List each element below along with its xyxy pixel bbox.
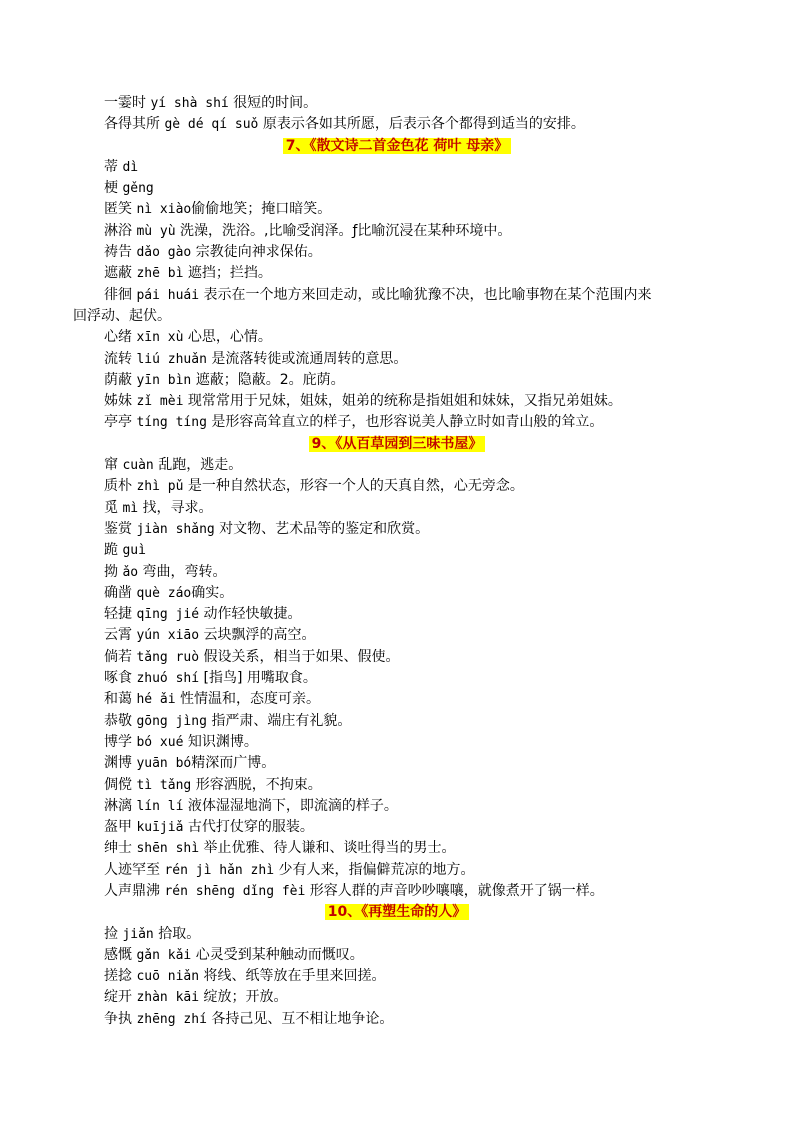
entry-definition: 古代打仗穿的服装。 bbox=[183, 819, 314, 836]
vocab-entry bbox=[0, 838, 794, 859]
entry-definition: 动作轻快敏捷。 bbox=[199, 606, 302, 623]
entry-word: 质朴 bbox=[104, 478, 132, 495]
vocab-entry bbox=[0, 945, 794, 966]
entry-word: 倜傥 bbox=[104, 776, 132, 793]
entry-definition: 绽放；开放。 bbox=[199, 989, 288, 1006]
entry-definition: 假设关系，相当于如果、假使。 bbox=[199, 648, 400, 665]
entry-definition: 宗教徒向神求保佑。 bbox=[191, 244, 322, 261]
entry-pinyin: qīng jié bbox=[136, 607, 200, 623]
entry-word: 人声鼎沸 bbox=[104, 882, 160, 899]
entry-word: 徘徊 bbox=[104, 286, 132, 303]
vocab-entry bbox=[0, 285, 794, 306]
entry-definition: 各持己见、互不相让地争论。 bbox=[206, 1010, 394, 1027]
entry-word: 祷告 bbox=[104, 244, 132, 261]
entry-pinyin: liú zhuǎn bbox=[136, 351, 207, 367]
entry-pinyin: mì bbox=[122, 500, 139, 516]
entry-word: 倘若 bbox=[104, 648, 132, 665]
entry-pinyin: yí shà shí bbox=[150, 96, 229, 111]
entry-definition: 洗澡，洗浴。,比喻受润泽。ƒ比喻沉浸在某种环境中。 bbox=[175, 222, 512, 239]
entry-word: 荫蔽 bbox=[104, 371, 132, 388]
section-heading-text: 9、《从百草园到三味书屋》 bbox=[309, 436, 486, 452]
vocab-entry bbox=[0, 711, 794, 732]
entry-definition: 心灵受到某种触动而慨叹。 bbox=[191, 946, 364, 963]
entry-definition: 是一种自然状态，形容一个人的天真自然，心无旁念。 bbox=[183, 478, 524, 495]
entry-pinyin: rén jì hǎn zhì bbox=[164, 862, 275, 878]
entry-word: 各得其所 bbox=[104, 116, 160, 133]
entry-definition: 形容洒脱，不拘束。 bbox=[191, 776, 322, 793]
entry-word: 觅 bbox=[104, 499, 118, 516]
entry-continuation bbox=[0, 306, 794, 327]
entry-definition: 现常常用于兄妹，姐妹，姐弟的统称是指姐姐和妹妹，又指兄弟姐妹。 bbox=[183, 393, 622, 410]
entry-pinyin: tíng tíng bbox=[136, 415, 207, 431]
entry-word: 梗 bbox=[104, 180, 118, 197]
entry-definition: 拾取。 bbox=[153, 925, 201, 942]
entry-pinyin: rén shēng dǐng fèi bbox=[164, 883, 306, 899]
vocab-entry bbox=[0, 689, 794, 710]
vocab-entry bbox=[0, 327, 794, 348]
entry-word: 亭亭 bbox=[104, 414, 132, 431]
entry-word: 啄食 bbox=[104, 670, 132, 687]
entry-pinyin: jiǎn bbox=[122, 926, 154, 942]
vocab-entry bbox=[0, 562, 794, 583]
entry-word: 流转 bbox=[104, 350, 132, 367]
vocab-entry bbox=[0, 753, 794, 774]
vocab-entry bbox=[0, 263, 794, 284]
vocab-entry bbox=[0, 625, 794, 646]
entry-definition: 云块飘浮的高空。 bbox=[199, 627, 316, 644]
entry-word: 感慨 bbox=[104, 946, 132, 963]
vocab-entry bbox=[0, 817, 794, 838]
vocab-entry bbox=[0, 540, 794, 561]
vocab-entry bbox=[0, 966, 794, 987]
entry-word: 渊博 bbox=[104, 755, 132, 772]
entry-word: 淋浴 bbox=[104, 222, 132, 239]
entry-definition: 是形容高耸直立的样子，也形容说美人静立时如青山般的耸立。 bbox=[206, 414, 604, 431]
section-heading-text: 10、《再塑生命的人》 bbox=[325, 904, 469, 920]
section-heading bbox=[0, 136, 794, 157]
document-page bbox=[0, 93, 794, 1030]
entry-word: 人迹罕至 bbox=[104, 861, 160, 878]
entry-definition: 是流落转徙或流通周转的意思。 bbox=[206, 350, 408, 367]
entry-pinyin: cuàn bbox=[122, 458, 154, 474]
entry-word: 和蔼 bbox=[104, 691, 132, 708]
entry-pinyin: pái huái bbox=[136, 287, 200, 303]
entry-pinyin: mù yù bbox=[136, 223, 176, 239]
vocab-entry bbox=[0, 796, 794, 817]
vocab-entry bbox=[0, 924, 794, 945]
entry-pinyin: cuō niǎn bbox=[136, 969, 200, 985]
vocab-entry bbox=[0, 157, 794, 178]
vocab-entry bbox=[0, 199, 794, 220]
entry-pinyin: ǎo bbox=[122, 564, 139, 580]
vocab-entry bbox=[0, 178, 794, 199]
vocab-entry bbox=[0, 498, 794, 519]
entry-pinyin: lín lí bbox=[136, 798, 184, 814]
entry-pinyin: bó xué bbox=[136, 734, 184, 750]
entry-word: 淋漓 bbox=[104, 797, 132, 814]
entry-pinyin: nì xiào bbox=[136, 202, 192, 218]
entry-definition: 表示在一个地方来回走动，或比喻犹豫不决，也比喻事物在某个范围内来 bbox=[199, 286, 652, 303]
entry-definition: 确实。 bbox=[191, 584, 234, 601]
section-heading bbox=[0, 902, 794, 923]
section-heading-text: 7、《散文诗二首金色花 荷叶 母亲》 bbox=[283, 138, 512, 154]
entry-pinyin: yún xiāo bbox=[136, 628, 200, 644]
vocab-entry bbox=[0, 1009, 794, 1030]
entry-word: 确凿 bbox=[104, 584, 132, 601]
entry-word: 遮蔽 bbox=[104, 265, 132, 282]
vocab-entry bbox=[0, 732, 794, 753]
entry-word: 恭敬 bbox=[104, 712, 132, 729]
entry-pinyin: hé ǎi bbox=[136, 692, 176, 708]
entry-pinyin: què záo bbox=[136, 585, 192, 601]
entry-word: 一霎时 bbox=[104, 95, 146, 111]
entry-pinyin: tǎng ruò bbox=[136, 649, 200, 665]
entry-pinyin: yuān bó bbox=[136, 756, 192, 772]
entry-definition: 乱跑，逃走。 bbox=[153, 457, 243, 474]
entry-word: 拗 bbox=[104, 563, 118, 580]
entry-pinyin: shēn shì bbox=[136, 841, 200, 857]
entry-definition: 偷偷地笑；掩口暗笑。 bbox=[191, 201, 332, 218]
entry-pinyin: guì bbox=[122, 543, 146, 559]
vocab-entry bbox=[0, 476, 794, 497]
entry-word: 争执 bbox=[104, 1010, 132, 1027]
entry-continuation-text: 回浮动、起伏。 bbox=[73, 307, 171, 324]
entry-word: 窜 bbox=[104, 457, 118, 474]
section-heading bbox=[0, 434, 794, 455]
vocab-entry bbox=[0, 242, 794, 263]
vocab-entry bbox=[0, 93, 794, 114]
entry-word: 鉴赏 bbox=[104, 520, 132, 537]
entry-word: 博学 bbox=[104, 733, 132, 750]
vocab-entry bbox=[0, 775, 794, 796]
entry-definition: 原表示各如其所愿，后表示各个都得到适当的安排。 bbox=[258, 116, 585, 133]
vocab-entry bbox=[0, 221, 794, 242]
entry-definition: 心思，心情。 bbox=[183, 329, 272, 346]
entry-word: 绅士 bbox=[104, 840, 132, 857]
entry-word: 蒂 bbox=[104, 158, 118, 175]
vocab-entry bbox=[0, 349, 794, 370]
vocab-entry bbox=[0, 519, 794, 540]
entry-pinyin: dì bbox=[122, 159, 139, 175]
entry-pinyin: zǐ mèi bbox=[136, 394, 184, 410]
entry-word: 匿笑 bbox=[104, 201, 132, 218]
entry-pinyin: jiàn shǎng bbox=[136, 521, 215, 537]
vocab-entry bbox=[0, 987, 794, 1008]
entry-word: 盔甲 bbox=[104, 819, 132, 836]
entry-word: 云霄 bbox=[104, 627, 132, 644]
entry-definition: 指严肃、端庄有礼貌。 bbox=[206, 712, 352, 729]
entry-definition: 形容人群的声音吵吵嚷嚷，就像煮开了锅一样。 bbox=[305, 882, 604, 899]
vocab-entry bbox=[0, 881, 794, 902]
entry-definition: 举止优雅、待人谦和、谈吐得当的男士。 bbox=[199, 840, 456, 857]
entry-definition: 性情温和，态度可亲。 bbox=[175, 691, 321, 708]
entry-definition: 知识渊博。 bbox=[183, 733, 258, 750]
entry-word: 姊妹 bbox=[104, 393, 132, 410]
entry-pinyin: gè dé qí suǒ bbox=[164, 117, 259, 133]
entry-definition: [指鸟] 用嘴取食。 bbox=[199, 670, 317, 687]
vocab-entry bbox=[0, 114, 794, 135]
vocab-entry bbox=[0, 455, 794, 476]
entry-pinyin: gǎn kǎi bbox=[136, 947, 192, 963]
entry-definition: 少有人来，指偏僻荒凉的地方。 bbox=[274, 861, 475, 878]
entry-pinyin: gōng jìng bbox=[136, 713, 207, 729]
vocab-entry bbox=[0, 860, 794, 881]
vocab-entry bbox=[0, 604, 794, 625]
entry-definition: 遮挡；拦挡。 bbox=[183, 265, 272, 282]
entry-pinyin: tì tǎng bbox=[136, 777, 192, 793]
entry-pinyin: kuījiǎ bbox=[136, 820, 184, 836]
vocab-entry bbox=[0, 583, 794, 604]
entry-definition: 精深而广博。 bbox=[191, 755, 276, 772]
entry-pinyin: xīn xù bbox=[136, 330, 184, 346]
entry-definition: 液体湿湿地淌下，即流滴的样子。 bbox=[183, 797, 398, 814]
entry-word: 捡 bbox=[104, 925, 118, 942]
entry-word: 绽开 bbox=[104, 989, 132, 1006]
vocab-entry bbox=[0, 668, 794, 689]
entry-word: 心绪 bbox=[104, 329, 132, 346]
vocab-entry bbox=[0, 647, 794, 668]
entry-definition: 找，寻求。 bbox=[138, 499, 213, 516]
entry-word: 跪 bbox=[104, 542, 118, 559]
vocab-entry bbox=[0, 391, 794, 412]
entry-pinyin: zhàn kāi bbox=[136, 990, 200, 1006]
entry-definition: 将线、纸等放在手里来回搓。 bbox=[199, 968, 386, 985]
entry-pinyin: zhē bì bbox=[136, 266, 184, 282]
vocab-entry bbox=[0, 412, 794, 433]
entry-pinyin: yīn bìn bbox=[136, 372, 192, 388]
entry-pinyin: zhēng zhí bbox=[136, 1011, 207, 1027]
entry-definition: 遮蔽；隐蔽。2。庇荫。 bbox=[191, 371, 345, 388]
entry-word: 搓捻 bbox=[104, 968, 132, 985]
entry-pinyin: dǎo gào bbox=[136, 245, 192, 261]
entry-pinyin: zhì pǔ bbox=[136, 479, 184, 495]
vocab-entry bbox=[0, 370, 794, 391]
entry-pinyin: zhuó shí bbox=[136, 671, 200, 687]
entry-word: 轻捷 bbox=[104, 606, 132, 623]
entry-pinyin: gěng bbox=[122, 181, 154, 197]
entry-definition: 很短的时间。 bbox=[228, 95, 318, 111]
entry-definition: 弯曲，弯转。 bbox=[138, 563, 227, 580]
entry-definition: 对文物、艺术品等的鉴定和欣赏。 bbox=[214, 520, 430, 537]
